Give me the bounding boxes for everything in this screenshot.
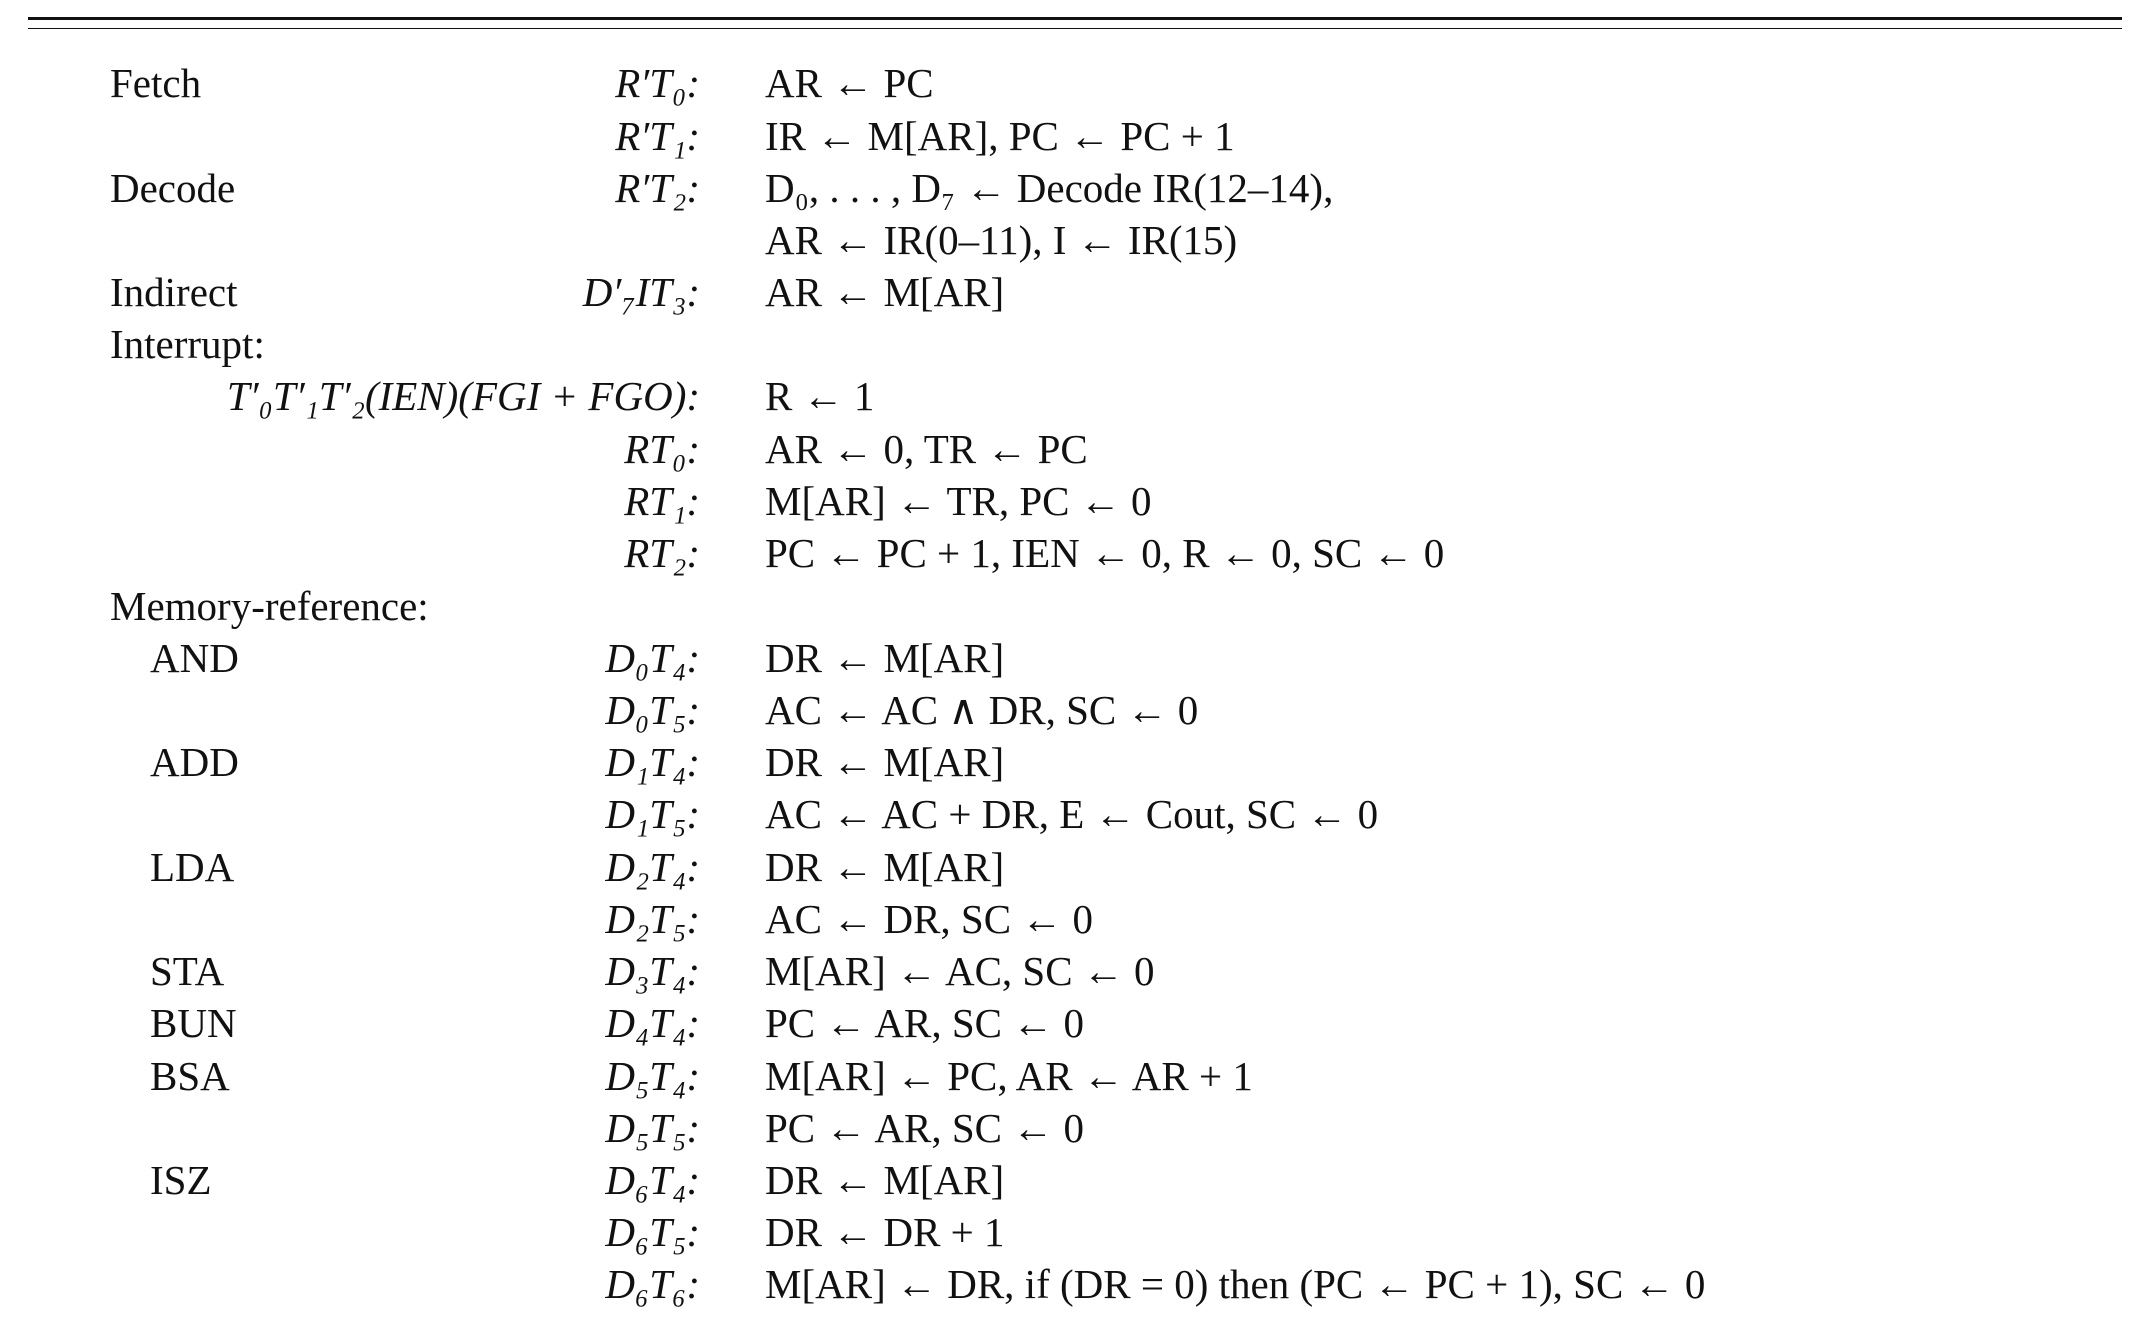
control-function: D₂T₅: (605, 896, 700, 942)
microoperation: AR ← M[AR] (765, 269, 1005, 315)
microoperation: AC ← AC + DR, E ← Cout, SC ← 0 (765, 791, 1379, 837)
table-row (0, 841, 2134, 893)
microoperation: IR ← M[AR], PC ← PC + 1 (765, 113, 1235, 159)
microoperation: DR ← M[AR] (765, 1157, 1005, 1203)
row-label: Decode (110, 165, 236, 211)
table-row (0, 475, 2134, 527)
table-row (0, 318, 2134, 370)
microoperation: DR ← M[AR] (765, 844, 1005, 890)
row-label: ADD (150, 739, 239, 785)
row-label: BSA (150, 1053, 230, 1099)
row-label: LDA (150, 844, 235, 890)
row-label: Indirect (110, 269, 238, 315)
table-row (0, 736, 2134, 788)
table-row (0, 423, 2134, 475)
microoperation: PC ← PC + 1, IEN ← 0, R ← 0, SC ← 0 (765, 530, 1445, 576)
table-row (0, 580, 2134, 632)
control-function: D₅T₅: (605, 1105, 700, 1151)
table-row (0, 162, 2134, 214)
control-function: T′₀T′₁T′₂(IEN)(FGI + FGO): (226, 373, 700, 419)
table-row (0, 1050, 2134, 1102)
control-function: D₆T₆: (605, 1261, 700, 1307)
section-heading: Memory-reference: (110, 583, 429, 629)
microoperation: DR ← M[AR] (765, 635, 1005, 681)
control-function: D₂T₄: (605, 844, 700, 890)
control-function: R′T₁: (615, 113, 700, 159)
table-row (0, 788, 2134, 840)
row-label: AND (150, 635, 239, 681)
microoperation: M[AR] ← AC, SC ← 0 (765, 948, 1155, 994)
control-function: D₁T₅: (605, 791, 700, 837)
table-row (0, 632, 2134, 684)
control-function: D′₇IT₃: (582, 269, 700, 315)
microoperation: AC ← DR, SC ← 0 (765, 896, 1094, 942)
microoperation: M[AR] ← TR, PC ← 0 (765, 478, 1152, 524)
table-row (0, 110, 2134, 162)
table-row (0, 1154, 2134, 1206)
table-row (0, 997, 2134, 1049)
control-function: D₀T₅: (605, 687, 700, 733)
table-row (0, 214, 2134, 266)
table-row (0, 684, 2134, 736)
table-row (0, 1258, 2134, 1310)
control-function: D₄T₄: (605, 1000, 700, 1046)
control-function: D₆T₄: (605, 1157, 700, 1203)
row-label: STA (150, 948, 225, 994)
control-function: R′T₂: (615, 165, 700, 211)
table-row (0, 370, 2134, 422)
row-label: Fetch (110, 60, 202, 106)
microoperation: R ← 1 (765, 373, 875, 419)
microoperation: DR ← DR + 1 (765, 1209, 1005, 1255)
control-function: D₀T₄: (605, 635, 700, 681)
row-label: ISZ (150, 1157, 212, 1203)
table-row (0, 893, 2134, 945)
microoperation: PC ← AR, SC ← 0 (765, 1000, 1084, 1046)
microoperation: AR ← IR(0–11), I ← IR(15) (765, 217, 1238, 263)
microoperation: AR ← 0, TR ← PC (765, 426, 1088, 472)
microoperation: M[AR] ← PC, AR ← AR + 1 (765, 1053, 1253, 1099)
table-row (0, 1206, 2134, 1258)
control-function: D₃T₄: (605, 948, 700, 994)
table-row (0, 1102, 2134, 1154)
microoperation: D₀, . . . , D₇ ← Decode IR(12–14), (765, 165, 1334, 211)
control-function: D₆T₅: (605, 1209, 700, 1255)
control-function: D₅T₄: (605, 1053, 700, 1099)
control-function: RT₀: (624, 426, 700, 472)
control-function: RT₂: (624, 530, 700, 576)
microoperation: PC ← AR, SC ← 0 (765, 1105, 1084, 1151)
table-row (0, 527, 2134, 579)
microoperation: DR ← M[AR] (765, 739, 1005, 785)
row-label: BUN (150, 1000, 237, 1046)
table-row (0, 266, 2134, 318)
control-function: D₁T₄: (605, 739, 700, 785)
microoperation: AC ← AC ∧ DR, SC ← 0 (765, 687, 1199, 733)
table-row (0, 57, 2134, 109)
section-heading: Interrupt: (110, 321, 265, 367)
microoperation: AR ← PC (765, 60, 934, 106)
control-function: RT₁: (624, 478, 700, 524)
microoperation: M[AR] ← DR, if (DR = 0) then (PC ← PC + 1), SC ← 0 (765, 1261, 1706, 1307)
table-row (0, 945, 2134, 997)
control-function: R′T₀: (615, 60, 700, 106)
